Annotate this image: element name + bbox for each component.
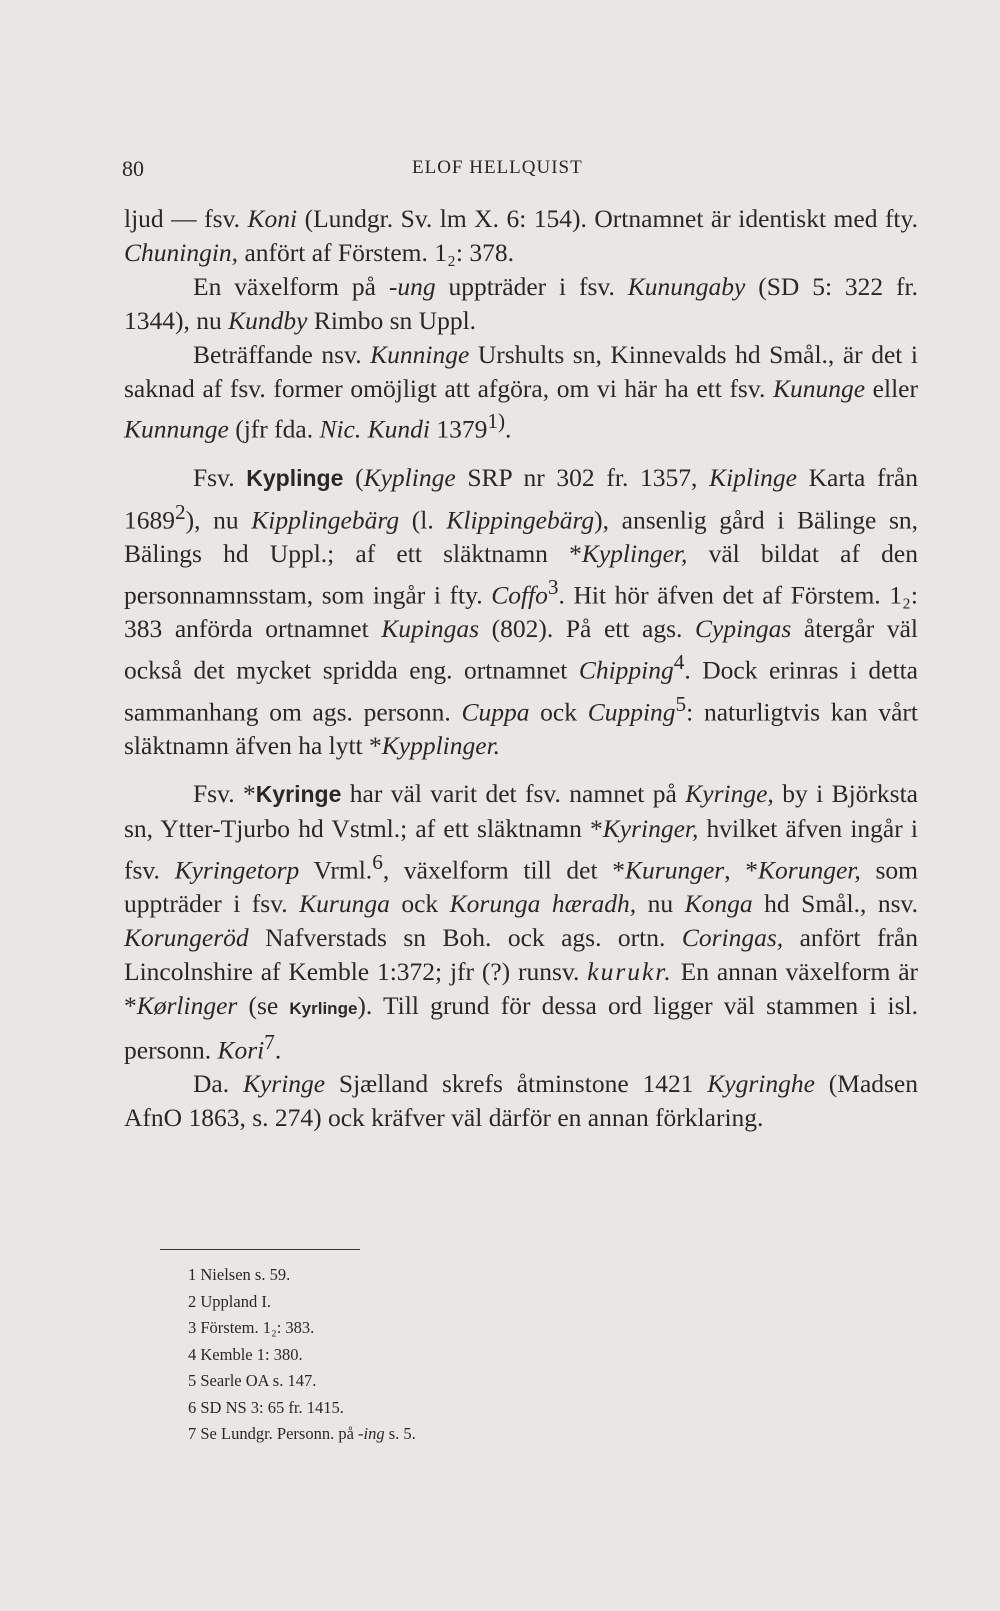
footnote: 7 Se Lundgr. Personn. på -ing s. 5. [188, 1424, 416, 1443]
paragraph-3: Beträffande nsv. Kunninge Urshults sn, Kinnevalds hd Smål., är det i saknad af fsv. former omöjligt att afgöra, om vi här ha ett fsv. Kununge eller Kunnunge (jfr fda. Nic. Kundi 1379$^{1)}$. [124, 339, 918, 444]
headword-kyplinge: Kyplinge [246, 464, 344, 491]
headword-kyringe: Kyringe [255, 781, 342, 808]
footnote: 3 Förstem. 1₂: 383. [188, 1318, 315, 1337]
page-header [122, 156, 900, 186]
footnotes [188, 1262, 416, 1448]
paragraph-2: En växelform på -ung uppträder i fsv. Kunungaby (SD 5: 322 fr. 1344), nu Kundby Rimbo sn Uppl. [124, 271, 919, 335]
paragraph-1: ljud — fsv. Koni (Lundgr. Sv. lm X. 6: 154). Ortnamnet är identiskt med fty. Chuningin, anfört af Förstem. 1₂: 378. [124, 204, 918, 267]
entry-kyringe: Fsv. *Kyringe har väl varit det fsv. namnet på Kyringe, by i Björksta sn, Ytter-Tjurbo hd Vstml.; af ett släktnamn *Kyringer, hvilket äfven ingår i fsv. Kyringetorp Vrml.$^6$, växelform till det *Kurunger, *Korunger, som uppträder i fsv. Kurunga ock Korunga hæradh, nu Konga hd Smål., nsv. Korungeröd Nafverstads sn Boh. ock ags. ortn. Coringas, anfört från Lincolnshire af Kemble 1:372; jfr (?) runsv. kurukr. En annan växelform är *Kørlinger (se Kyrlinge). Till grund för dessa ord ligger väl stammen i isl. personn. Kori$^7$. [124, 779, 919, 1065]
footnote: 2 Uppland I. [188, 1291, 271, 1311]
entry-kyplinge: Fsv. Kyplinge (Kyplinge SRP nr 302 fr. 1357, Kiplinge Karta från 1689$^2$), nu Kipplingebärg (l. Klippingebärg), ansenlig gård i Bälinge sn, Bälings hd Uppl.; af ett släktnamn *Kyplinger, väl bildat af den personnamnsstam, som ingår i fty. Coffo$^3$. Hit hör äfven det af Förstem. 1₂: 383 anförda ortnamnet Kupingas (802). På ett ags. Cypingas återgår väl också det mycket spridda eng. ortnamnet Chipping$^4$. Dock erinras i detta sammanhang om ags. personn. Cuppa ock Cupping$^5$: naturligtvis kan vårt släktnamn äfven ha lytt *Kypplinger. [124, 462, 919, 761]
footnote: 1 Nielsen s. 59. [188, 1265, 291, 1284]
page-number: 80 [122, 156, 144, 181]
footnote-divider [160, 1249, 360, 1250]
body-text [124, 202, 918, 1135]
paragraph-danish: Da. Kyringe Sjælland skrefs åtminstone 1421 Kygringhe (Madsen AfnO 1863, s. 274) ock kräfver väl därför en annan förklaring. [124, 1069, 919, 1133]
footnote: 4 Kemble 1: 380. [188, 1344, 303, 1364]
footnote: 6 SD NS 3: 65 fr. 1415. [188, 1397, 344, 1417]
cross-reference-kyrlinge: Kyrlinge [289, 999, 358, 1019]
footnote: 5 Searle OA s. 147. [188, 1371, 317, 1390]
running-head: ELOF HELLQUIST [412, 157, 583, 178]
